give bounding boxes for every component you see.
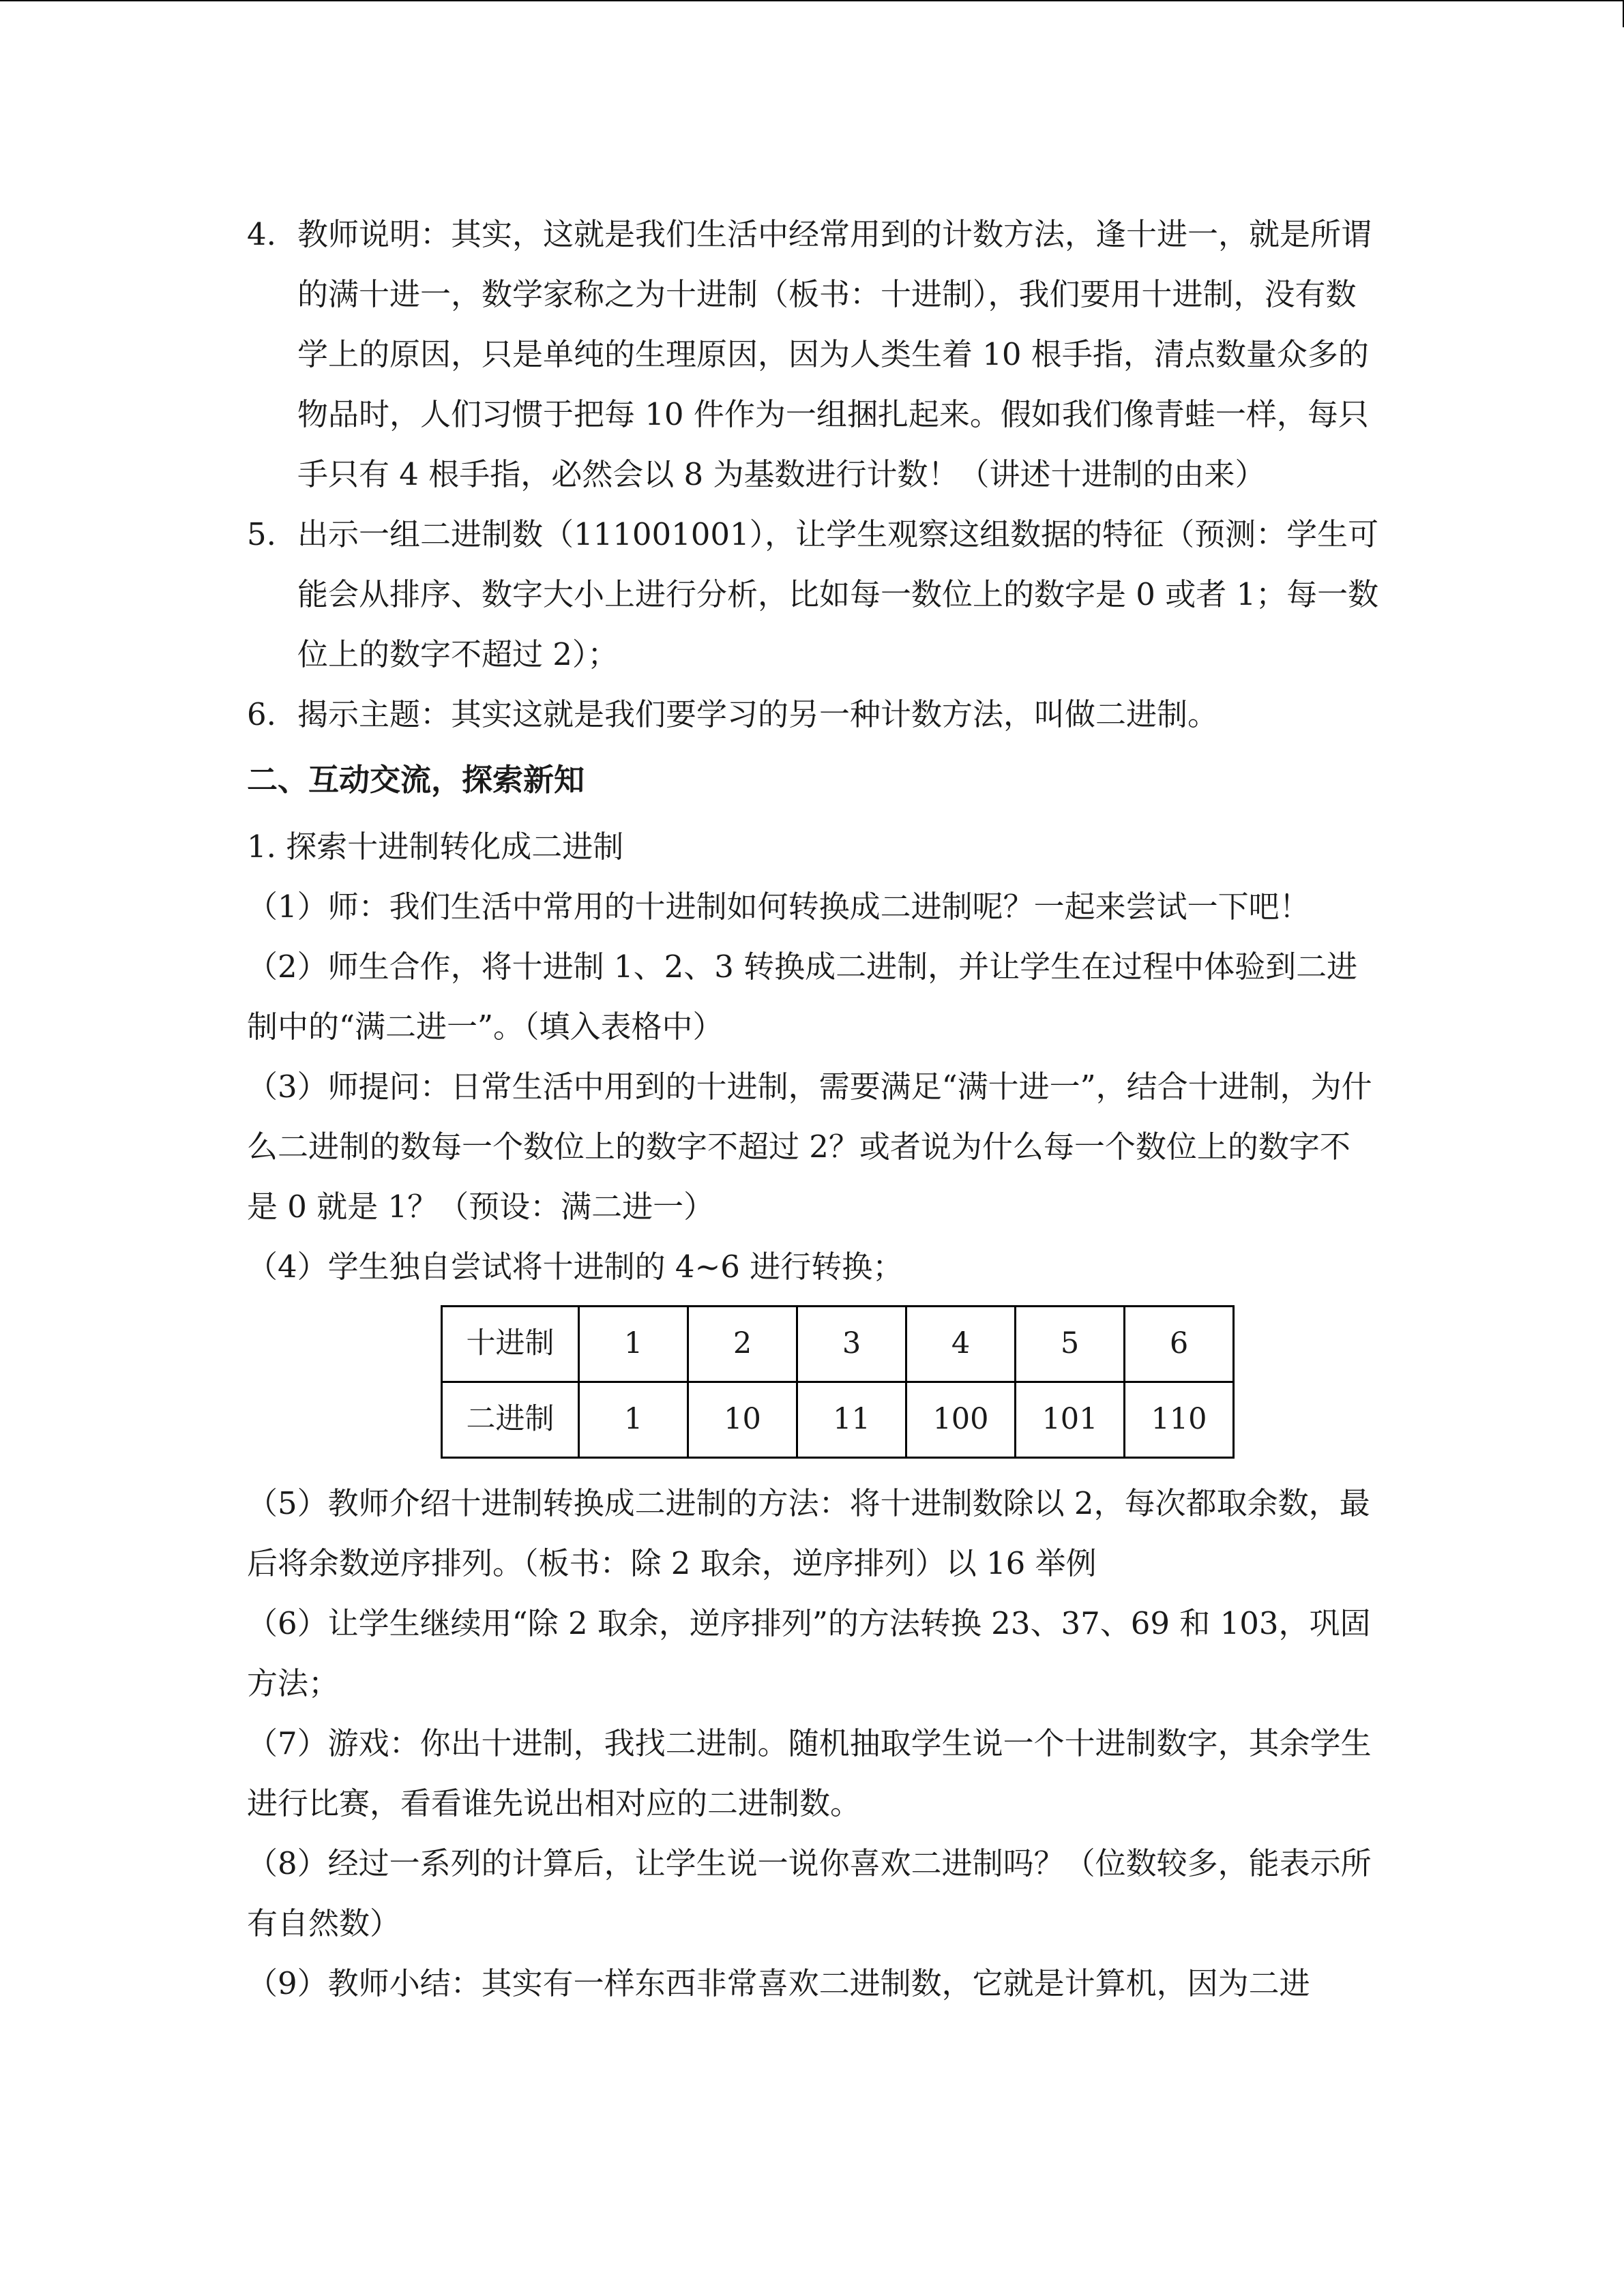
list-text: 教师说明：其实，这就是我们生活中经常用到的计数方法，逢十进一，就是所谓的满十进一，数学家称之为十进制（板书：十进制），我们要用十进制，没有数学上的原因，只是单纯的生理原因，因为人类生着 10 根手指，清点数量众多的物品时，人们习惯于把每 10 件作为一组捆扎起来。假如我们像青蛙一样，每只手只有 4 根手指，必然会以 8 为基数进行计数！（讲述十进制的由来） <box>297 216 1372 492</box>
table-cell: 1 <box>579 1307 688 1382</box>
step-paragraph: （2）师生合作，将十进制 1、2、3 转换成二进制，并让学生在过程中体验到二进制中的“满二进一”。（填入表格中） <box>247 949 1358 1045</box>
table-cell: 10 <box>688 1382 797 1458</box>
step-paragraph: （6）让学生继续用“除 2 取余，逆序排列”的方法转换 23、37、69 和 103，巩固方法； <box>247 1605 1371 1701</box>
table-cell: 110 <box>1125 1382 1234 1458</box>
page-border-top <box>0 0 1624 1</box>
document-page <box>247 205 1379 2014</box>
section-heading: 二、互动交流，探索新知 <box>247 762 585 798</box>
table-cell: 100 <box>906 1382 1016 1458</box>
step-paragraph: （7）游戏：你出十进制，我找二进制。随机抽取学生说一个十进制数字，其余学生进行比赛，看看谁先说出相对应的二进制数。 <box>247 1725 1372 1821</box>
table-cell: 2 <box>688 1307 797 1382</box>
step-paragraph: （4）学生独自尝试将十进制的 4~6 进行转换； <box>247 1249 904 1285</box>
list-text: 揭示主题：其实这就是我们要学习的另一种计数方法，叫做二进制。 <box>297 696 1219 732</box>
step-paragraph: （8）经过一系列的计算后，让学生说一说你喜欢二进制吗？（位数较多，能表示所有自然数） <box>247 1845 1372 1941</box>
table-cell: 3 <box>797 1307 906 1382</box>
step-paragraph: （5）教师介绍十进制转换成二进制的方法：将十进制数除以 2，每次都取余数，最后将余数逆序排列。（板书：除 2 取余，逆序排列）以 16 举例 <box>247 1485 1370 1581</box>
sub-heading: 1. 探索十进制转化成二进制 <box>247 829 624 865</box>
list-item-4 <box>247 205 1379 505</box>
table-cell: 11 <box>797 1382 906 1458</box>
table-header-cell: 十进制 <box>442 1307 579 1382</box>
conversion-table <box>441 1305 1235 1459</box>
list-item-5 <box>247 505 1379 685</box>
list-number: 4. <box>247 216 276 252</box>
table-cell: 4 <box>906 1307 1016 1382</box>
table-header-cell: 二进制 <box>442 1382 579 1458</box>
step-paragraph: （9）教师小结：其实有一样东西非常喜欢二进制数，它就是计算机，因为二进 <box>247 1965 1310 2001</box>
table-cell: 101 <box>1016 1382 1125 1458</box>
table-cell: 6 <box>1125 1307 1234 1382</box>
list-number: 6. <box>247 696 276 732</box>
step-paragraph: （3）师提问：日常生活中用到的十进制，需要满足“满十进一”，结合十进制，为什么二进制的数每一个数位上的数字不超过 2？或者说为什么每一个数位上的数字不是 0 就是 1？（预设：满二进一） <box>247 1069 1372 1225</box>
table-row-binary <box>442 1382 1234 1458</box>
step-paragraph: （1）师：我们生活中常用的十进制如何转换成二进制呢？一起来尝试一下吧！ <box>247 889 1310 925</box>
table-row-decimal <box>442 1307 1234 1382</box>
list-text: 出示一组二进制数（111001001），让学生观察这组数据的特征（预测：学生可能会从排序、数字大小上进行分析，比如每一数位上的数字是 0 或者 1；每一数位上的数字不超过 2）； <box>297 516 1379 672</box>
table-cell: 1 <box>579 1382 688 1458</box>
table-cell: 5 <box>1016 1307 1125 1382</box>
list-number: 5. <box>247 516 276 552</box>
list-item-6 <box>247 685 1379 745</box>
